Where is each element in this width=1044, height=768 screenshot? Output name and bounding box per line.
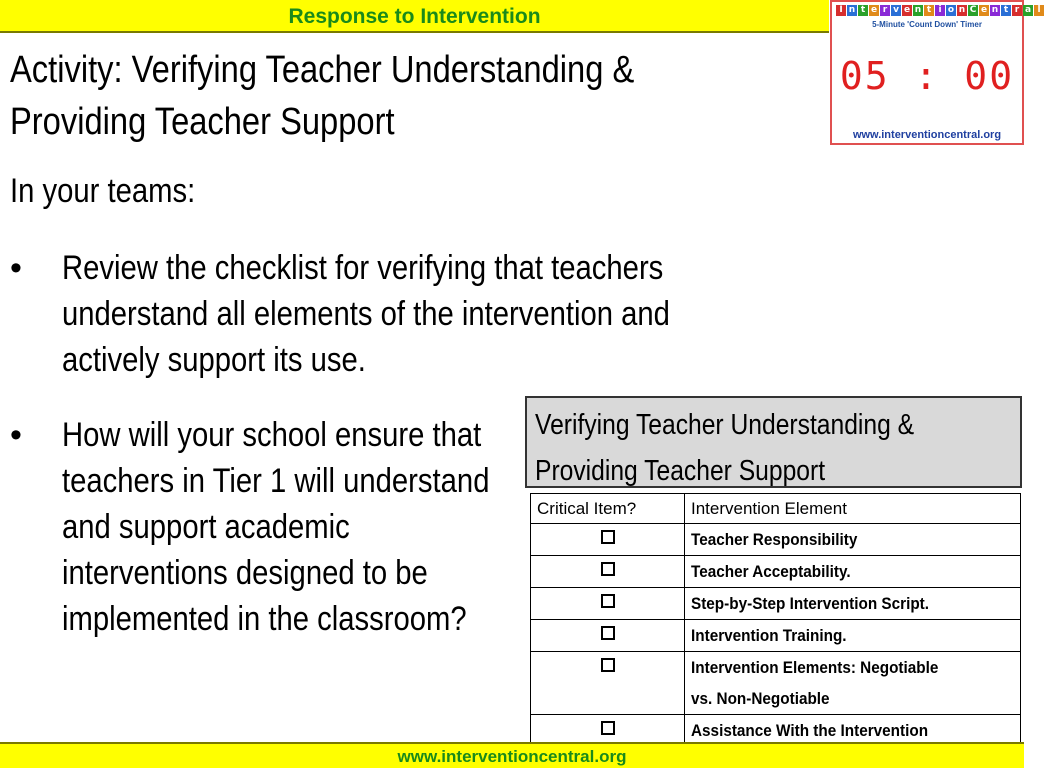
checkbox-icon[interactable]: [601, 658, 615, 672]
logo-letter: n: [958, 5, 966, 15]
timer-subtitle: 5-Minute 'Count Down' Timer: [872, 20, 982, 29]
logo-letter: t: [924, 5, 934, 16]
logo-letter: l: [1034, 5, 1044, 16]
checklist-title-box: [525, 396, 1022, 488]
header-banner: [0, 0, 829, 33]
timer-url-link[interactable]: www.interventioncentral.org: [852, 129, 1002, 141]
logo-letter: t: [858, 5, 868, 16]
logo-letter: t: [1001, 5, 1011, 16]
table-row: [531, 524, 1021, 556]
column-header: Critical Item?: [531, 494, 685, 524]
countdown-timer-widget[interactable]: [830, 0, 1041, 145]
table-row: [531, 588, 1021, 620]
table-row: [531, 652, 1021, 715]
element-label: Teacher Acceptability.: [691, 562, 851, 581]
element-label: Intervention Elements: Negotiable vs. Non-Negotiable: [691, 658, 939, 708]
element-label: Intervention Training.: [691, 626, 847, 645]
logo-letter: n: [848, 5, 856, 15]
checklist-title: Verifying Teacher Understanding & Providing Teacher Support: [535, 409, 915, 487]
timer-digits: 05 : 00: [839, 54, 1015, 98]
logo-letter: n: [991, 5, 999, 15]
header-title: Response to Intervention: [288, 5, 541, 28]
bullet-dot-icon: •: [10, 249, 22, 287]
column-header: Intervention Element: [685, 494, 1021, 524]
table-row: [531, 620, 1021, 652]
bullet-dot-icon: •: [10, 416, 22, 454]
logo-letter: e: [980, 5, 988, 15]
interventioncentral-logo: [836, 5, 1044, 16]
logo-letter: e: [903, 5, 911, 15]
checkbox-icon[interactable]: [601, 562, 615, 576]
logo-letter: o: [947, 5, 955, 15]
footer-banner: [0, 742, 1024, 768]
logo-letter: v: [891, 5, 901, 16]
logo-letter: a: [1024, 5, 1032, 15]
checkbox-icon[interactable]: [601, 594, 615, 608]
logo-letter: C: [969, 5, 977, 15]
logo-letter: r: [880, 5, 890, 16]
logo-letter: r: [1012, 5, 1022, 16]
element-label: Step-by-Step Intervention Script.: [691, 594, 930, 613]
checkbox-icon[interactable]: [601, 721, 615, 735]
table-row: [531, 556, 1021, 588]
table-header-row: [531, 494, 1021, 524]
bullet-text: How will your school ensure that teachers in Tier 1 will understand and support academic interventions designed to be implemented in the classroom?: [62, 416, 490, 638]
checklist-table: [530, 493, 1021, 747]
bullet-text: Review the checklist for verifying that teachers understand all elements of the intervention and actively support its use.: [62, 249, 670, 379]
slide-title: Activity: Verifying Teacher Understanding & Providing Teacher Support: [10, 49, 635, 143]
element-label: Teacher Responsibility: [691, 530, 858, 549]
logo-letter: i: [935, 5, 945, 16]
checkbox-icon[interactable]: [601, 626, 615, 640]
logo-letter: n: [914, 5, 922, 15]
footer-url-link[interactable]: www.interventioncentral.org: [397, 747, 627, 766]
element-label: Assistance With the Intervention: [691, 721, 929, 740]
intro-text: In your teams:: [10, 172, 196, 210]
checkbox-icon[interactable]: [601, 530, 615, 544]
logo-letter: e: [870, 5, 878, 15]
logo-letter: I: [836, 5, 846, 16]
